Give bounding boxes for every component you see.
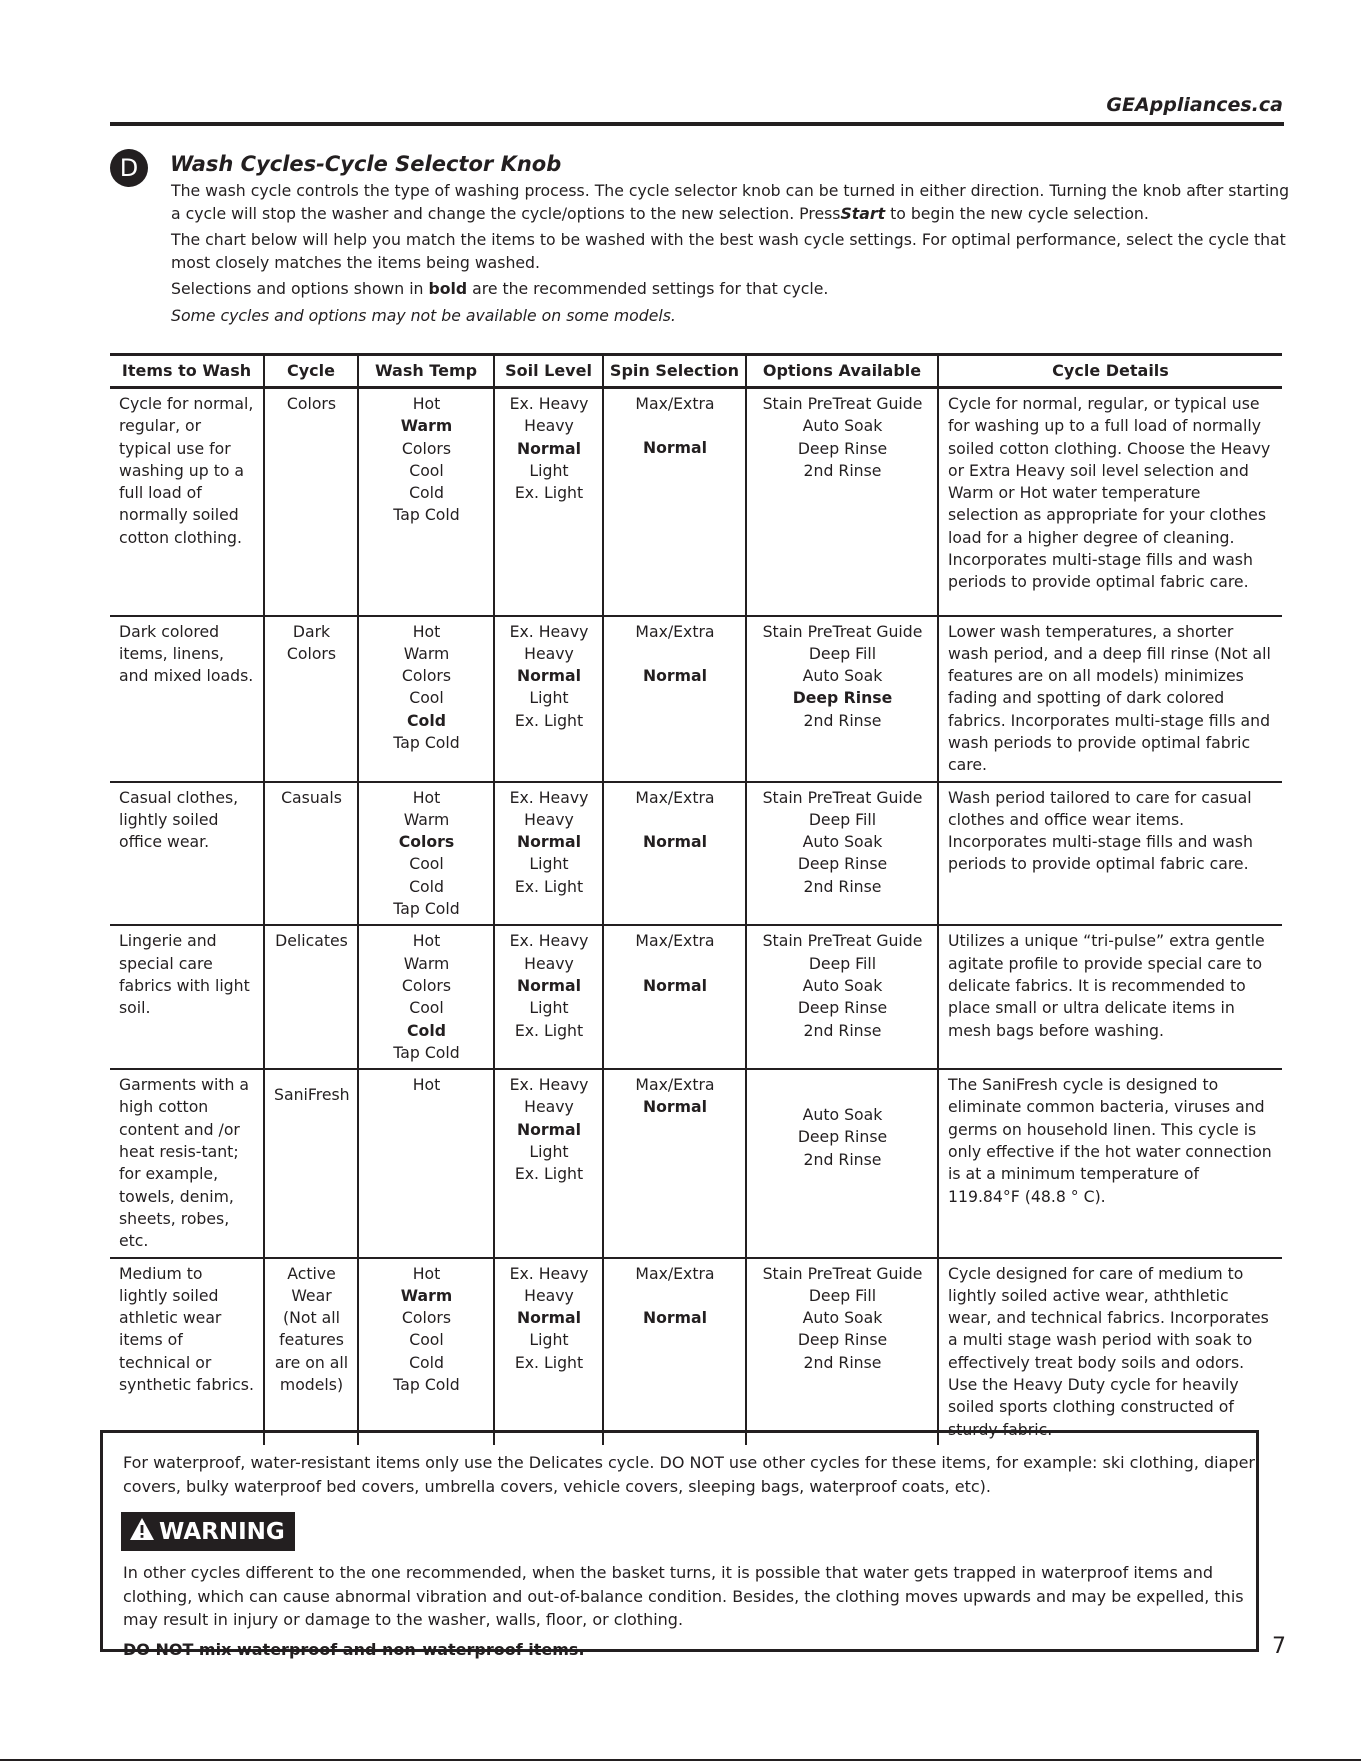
soil-level-cell-value: Normal	[517, 1308, 581, 1328]
intro-p1-text: The wash cycle controls the type of washing process. The cycle selector knob can be turned in either direction. Turning the knob after starting a cycle will stop the washer and change the cycle/options to the new selection. Press	[171, 181, 1290, 223]
soil-level-cell-value: Normal	[517, 975, 581, 995]
options-available-cell-value: Deep Fill	[808, 953, 877, 973]
wash-temp-cell-value: Cold	[409, 483, 444, 503]
section-title: Wash Cycles-Cycle Selector Knob	[170, 152, 562, 176]
soil-level-cell-value: Ex. Heavy	[509, 394, 589, 413]
options-available-cell-value: Deep Rinse	[797, 1330, 888, 1350]
spin-selection-cell-value	[613, 1285, 737, 1307]
spin-selection-cell-value: Normal	[643, 1097, 707, 1117]
soil-level-cell-value: Heavy	[524, 643, 574, 663]
wash-temp-cell-value: Tap Cold	[393, 732, 460, 752]
bold-keyword: bold	[428, 279, 468, 298]
soil-level-cell-value: Ex. Light	[514, 483, 584, 503]
header-spin-selection: Spin Selection	[603, 355, 746, 388]
wash-temp-cell-value: Tap Cold	[393, 899, 460, 919]
options-available-cell-value: Stain PreTreat Guide	[762, 621, 923, 641]
spin-selection-cell	[603, 782, 746, 926]
intro-paragraph-1	[171, 180, 1291, 225]
soil-level-cell-value: Ex. Heavy	[509, 621, 589, 641]
soil-level-cell-value: Ex. Light	[514, 1164, 584, 1184]
options-available-cell-value: Auto Soak	[802, 666, 883, 686]
options-available-cell-value: Auto Soak	[802, 416, 883, 436]
options-available-cell	[746, 1258, 938, 1445]
spin-selection-cell-value	[613, 953, 737, 975]
wash-temp-cell-value: Hot	[412, 621, 441, 641]
wash-temp-cell	[358, 616, 494, 782]
options-available-cell-value: Deep Fill	[808, 1285, 877, 1305]
wash-temp-cell	[358, 1258, 494, 1445]
site-url: GEAppliances.ca	[1106, 94, 1283, 116]
cycle-details-cell: Cycle designed for care of medium to lightly soiled active wear, aththletic wear, and technical fabrics. Incorporates a multi stage wash period with soak to effectively treat body soils and odors. Use the Heavy Duty cycle for heavily soiled sports clothing constructed of sturdy fabric.	[938, 1258, 1282, 1445]
options-available-cell-value: Auto Soak	[802, 1105, 883, 1125]
options-available-cell-value: 2nd Rinse	[803, 1149, 882, 1169]
wash-temp-cell-value: Cold	[409, 876, 444, 896]
intro-paragraph-4: Some cycles and options may not be available on some models.	[171, 305, 676, 325]
warning-text: WARNING	[159, 1519, 285, 1545]
cycle-details-cell: The SaniFresh cycle is designed to eliminate common bacteria, viruses and germs on household linen. This cycle is only effective if the hot water connection is at a minimum temperature of 119.84°F (48.8 ° C).	[938, 1069, 1282, 1257]
header-items-to-wash: Items to Wash	[110, 355, 264, 388]
items-to-wash-cell: Cycle for normal, regular, or typical use for washing up to a full load of normally soiled cotton clothing.	[110, 388, 264, 616]
table-row	[110, 782, 1282, 926]
items-to-wash-cell: Garments with a high cotton content and /or heat resis-tant; for example, towels, denim, sheets, robes, etc.	[110, 1069, 264, 1257]
cycle-cell: Active Wear (Not all features are on all models)	[264, 1258, 358, 1445]
wash-temp-cell-value: Hot	[412, 787, 441, 807]
options-available-cell-value: Stain PreTreat Guide	[762, 1263, 923, 1283]
wash-temp-cell-value: Tap Cold	[393, 1042, 460, 1062]
soil-level-cell-value: Heavy	[524, 809, 574, 829]
wash-temp-cell-value: Cold	[407, 710, 446, 730]
cycle-cell: Delicates	[264, 925, 358, 1069]
header-soil-level: Soil Level	[494, 355, 603, 388]
spin-selection-cell	[603, 388, 746, 616]
soil-level-cell	[494, 1069, 603, 1257]
options-available-cell-value: Stain PreTreat Guide	[762, 394, 923, 413]
wash-cycles-table	[110, 353, 1282, 1445]
soil-level-cell-value: Light	[529, 854, 569, 874]
options-available-cell-value: Deep Fill	[808, 809, 877, 829]
wash-temp-cell-value: Hot	[412, 931, 441, 951]
options-available-cell-value: Deep Rinse	[797, 854, 888, 874]
spin-selection-cell-value: Normal	[643, 665, 707, 685]
cycle-cell: Casuals	[264, 782, 358, 926]
intro-paragraph-3	[171, 278, 1291, 301]
wash-temp-cell	[358, 388, 494, 616]
options-available-cell-value: Deep Fill	[808, 643, 877, 663]
spin-selection-cell-value: Normal	[643, 438, 707, 458]
wash-temp-cell	[358, 782, 494, 926]
wash-temp-cell-value: Warm	[403, 953, 450, 973]
warning-label	[121, 1512, 295, 1551]
soil-level-cell-value: Light	[529, 1330, 569, 1350]
wash-temp-cell-value: Warm	[400, 416, 453, 436]
cycle-cell: Dark Colors	[264, 616, 358, 782]
spin-selection-cell	[603, 616, 746, 782]
cycle-cell: Colors	[264, 388, 358, 616]
spin-selection-cell-value: Max/Extra	[635, 621, 715, 641]
options-available-cell	[746, 388, 938, 616]
options-available-cell	[746, 782, 938, 926]
wash-temp-cell-value: Colors	[398, 832, 455, 852]
notice-intro: For waterproof, water-resistant items only use the Delicates cycle. DO NOT use other cycles for these items, for example: ski clothing, diaper covers, bulky waterproof bed covers, umbrella covers, vehicle covers, sleeping bags, waterproof coats, etc).	[123, 1453, 1255, 1496]
items-to-wash-cell: Casual clothes, lightly soiled office wear.	[110, 782, 264, 926]
wash-temp-cell-value: Cool	[409, 1330, 444, 1350]
intro-p3-end: are the recommended settings for that cycle.	[467, 279, 829, 298]
soil-level-cell-value: Light	[529, 998, 569, 1018]
spin-selection-cell-value: Max/Extra	[635, 1075, 715, 1095]
warning-triangle-icon	[129, 1517, 155, 1541]
start-keyword: Start	[840, 203, 886, 223]
soil-level-cell-value: Normal	[517, 832, 581, 852]
wash-temp-cell-value: Warm	[403, 643, 450, 663]
wash-temp-cell-value: Tap Cold	[393, 505, 460, 525]
options-available-cell-value: 2nd Rinse	[803, 1352, 882, 1372]
soil-level-cell-value: Heavy	[524, 953, 574, 973]
table-body	[110, 388, 1282, 1445]
options-available-cell-value: Auto Soak	[802, 975, 883, 995]
spin-selection-cell-value: Max/Extra	[635, 394, 715, 413]
cycle-details-cell: Wash period tailored to care for casual clothes and office wear items. Incorporates multi-stage fills and wash periods to provide optimal fabric care.	[938, 782, 1282, 926]
options-available-cell-value: 2nd Rinse	[803, 460, 882, 480]
options-available-cell-value: Auto Soak	[802, 832, 883, 852]
cycle-details-cell: Lower wash temperatures, a shorter wash period, and a deep fill rinse (Not all features are on all models) minimizes fading and spotting of dark colored fabrics. Incorporates multi-stage fills and wash periods to provide optimal fabric care.	[938, 616, 1282, 782]
soil-level-cell-value: Heavy	[524, 1285, 574, 1305]
items-to-wash-cell: Dark colored items, linens, and mixed loads.	[110, 616, 264, 782]
options-available-cell-value: 2nd Rinse	[803, 876, 882, 896]
table-row	[110, 1069, 1282, 1257]
wash-temp-cell-value: Colors	[401, 438, 452, 458]
wash-temp-cell-value: Warm	[403, 809, 450, 829]
table-row	[110, 1258, 1282, 1445]
spin-selection-cell-value	[613, 809, 737, 831]
intro-p3-text: Selections and options shown in	[171, 279, 429, 298]
wash-temp-cell-value: Tap Cold	[393, 1375, 460, 1394]
intro-text	[171, 180, 1291, 331]
soil-level-cell-value: Ex. Heavy	[509, 787, 589, 807]
spin-selection-cell	[603, 1069, 746, 1257]
options-available-cell-value: Deep Rinse	[797, 1127, 888, 1147]
options-available-cell-value: Stain PreTreat Guide	[762, 787, 923, 807]
spin-selection-cell-value	[613, 643, 737, 665]
soil-level-cell	[494, 782, 603, 926]
options-available-cell-value: Auto Soak	[802, 1308, 883, 1328]
items-to-wash-cell: Lingerie and special care fabrics with light soil.	[110, 925, 264, 1069]
wash-temp-cell-value: Hot	[412, 394, 441, 413]
wash-temp-cell-value: Colors	[401, 1308, 452, 1328]
header-options-available: Options Available	[746, 355, 938, 388]
options-available-cell-value: 2nd Rinse	[803, 710, 882, 730]
wash-temp-cell-value: Colors	[401, 666, 452, 686]
options-available-cell-value	[756, 1082, 929, 1104]
table-row	[110, 925, 1282, 1069]
wash-temp-cell-value: Hot	[412, 1075, 441, 1095]
spin-selection-cell-value	[613, 415, 737, 437]
soil-level-cell-value: Ex. Light	[514, 876, 584, 896]
soil-level-cell-value: Light	[529, 460, 569, 480]
options-available-cell-value: 2nd Rinse	[803, 1020, 882, 1040]
section-badge: D	[110, 149, 148, 187]
soil-level-cell-value: Heavy	[524, 1097, 574, 1117]
soil-level-cell-value: Normal	[517, 1119, 581, 1139]
options-available-cell-value: Deep Rinse	[797, 998, 888, 1018]
wash-temp-cell-value: Cool	[409, 854, 444, 874]
spin-selection-cell	[603, 1258, 746, 1445]
spin-selection-cell-value: Max/Extra	[635, 931, 715, 951]
header-wash-temp: Wash Temp	[358, 355, 494, 388]
options-available-cell-value: Deep Rinse	[792, 688, 893, 708]
options-available-cell-value: Deep Rinse	[797, 438, 888, 458]
waterproof-notice	[100, 1430, 1259, 1659]
spin-selection-cell-value: Normal	[643, 831, 707, 851]
wash-temp-cell-value: Cool	[409, 688, 444, 708]
header-cycle-details: Cycle Details	[938, 355, 1282, 388]
soil-level-cell-value: Ex. Light	[514, 710, 584, 730]
soil-level-cell	[494, 388, 603, 616]
options-available-cell-value: Stain PreTreat Guide	[762, 931, 923, 951]
page-number: 7	[1272, 1634, 1286, 1659]
soil-level-cell-value: Heavy	[524, 416, 574, 436]
soil-level-cell-value: Ex. Heavy	[509, 1263, 589, 1283]
wash-temp-cell-value: Cool	[409, 460, 444, 480]
soil-level-cell-value: Normal	[517, 438, 581, 458]
intro-paragraph-2: The chart below will help you match the items to be washed with the best wash cycle settings. For optimal performance, select the cycle that most closely matches the items being washed.	[171, 230, 1286, 272]
intro-p1-end: to begin the new cycle selection.	[885, 203, 1149, 223]
notice-body: In other cycles different to the one recommended, when the basket turns, it is possible that water gets trapped in waterproof items and clothing, which can cause abnormal vibration and out-of-balance condition. Besides, the clothing moves upwards and may be expelled, this may result in injury or damage to the washer, walls, floor, or clothing.	[123, 1563, 1244, 1629]
wash-temp-cell-value: Warm	[400, 1285, 453, 1305]
items-to-wash-cell: Medium to lightly soiled athletic wear items of technical or synthetic fabrics.	[119, 1263, 254, 1394]
soil-level-cell-value: Light	[529, 688, 569, 708]
cycle-cell: SaniFresh	[264, 1069, 358, 1257]
soil-level-cell-value: Light	[529, 1142, 569, 1162]
do-not-mix-note: DO NOT mix waterproof and non-waterproof items.	[123, 1639, 585, 1659]
soil-level-cell-value: Ex. Heavy	[509, 931, 589, 951]
spin-selection-cell-value: Normal	[643, 1307, 707, 1327]
wash-temp-cell-value: Cool	[409, 998, 444, 1018]
table-header-row	[110, 355, 1282, 388]
options-available-cell	[746, 1069, 938, 1257]
wash-temp-cell	[358, 1069, 494, 1257]
soil-level-cell	[494, 925, 603, 1069]
wash-temp-cell-value: Cold	[409, 1352, 444, 1372]
spin-selection-cell-value: Max/Extra	[635, 787, 715, 807]
cycle-details-cell: Cycle for normal, regular, or typical use for washing up to a full load of normally soiled cotton clothing. Choose the Heavy or Extra Heavy soil level selection and Warm or Hot water temperature selection as appropriate for your clothes load for a higher degree of cleaning. Incorporates multi-stage fills and wash periods to provide optimal fabric care.	[938, 388, 1282, 616]
table-row	[110, 388, 1282, 616]
soil-level-cell-value: Normal	[517, 666, 581, 686]
spin-selection-cell	[603, 925, 746, 1069]
wash-temp-cell-value: Hot	[412, 1263, 441, 1283]
spin-selection-cell-value: Max/Extra	[635, 1263, 715, 1283]
header-rule	[110, 122, 1284, 126]
wash-temp-cell	[358, 925, 494, 1069]
cycle-details-cell: Utilizes a unique “tri-pulse” extra gentle agitate profile to provide special care to delicate fabrics. It is recommended to place small or ultra delicate items in mesh bags before washing.	[938, 925, 1282, 1069]
wash-temp-cell-value: Cold	[407, 1020, 446, 1040]
options-available-cell	[746, 925, 938, 1069]
header-cycle: Cycle	[264, 355, 358, 388]
table-row	[110, 616, 1282, 782]
spin-selection-cell-value: Normal	[643, 975, 707, 995]
soil-level-cell	[494, 1258, 603, 1445]
wash-temp-cell-value: Colors	[401, 975, 452, 995]
soil-level-cell	[494, 616, 603, 782]
soil-level-cell-value: Ex. Heavy	[509, 1075, 589, 1095]
options-available-cell	[746, 616, 938, 782]
soil-level-cell-value: Ex. Light	[514, 1020, 584, 1040]
soil-level-cell-value: Ex. Light	[514, 1352, 584, 1372]
